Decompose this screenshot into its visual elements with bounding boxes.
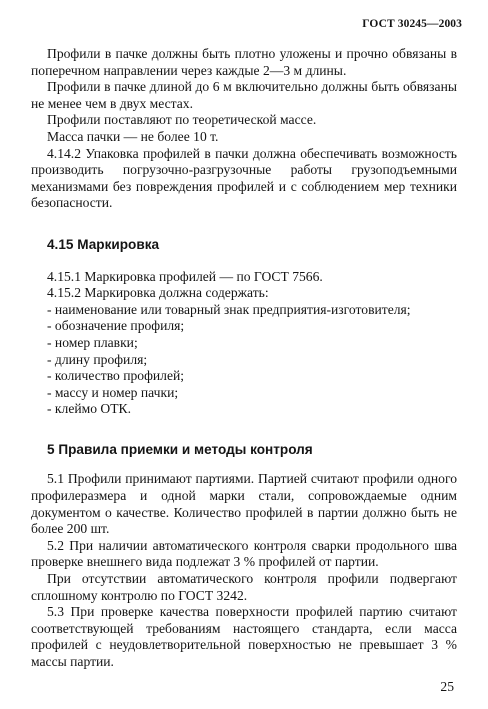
marking-contents-list: [31, 302, 457, 418]
list-item: - клеймо ОТК.: [47, 401, 132, 417]
paragraph-theoretical-mass: Профили поставляют по теоретической массе.: [47, 112, 317, 128]
paragraph-4-15-2: 4.15.2 Маркировка должна содержать:: [47, 285, 269, 301]
document-body: [31, 46, 457, 671]
paragraph-bundle-tying: Профили в пачке должны быть плотно уложены и прочно обвязаны в поперечном направлении через каждые 2—3 м длины.: [31, 46, 457, 78]
paragraph-bundle-mass: Масса пачки — не более 10 т.: [47, 128, 219, 144]
list-item: - наименование или товарный знак предприятия-изготовителя;: [47, 301, 411, 317]
section-heading-4-15: 4.15 Маркировка: [47, 236, 160, 252]
paragraph-5-2-cont: При отсутствии автоматического контроля профили подвергают сплошному контролю по ГОСТ 3242.: [31, 571, 457, 603]
paragraph-bundle-short: Профили в пачке длиной до 6 м включительно должны быть обвязаны не менее чем в двух местах.: [31, 79, 457, 111]
paragraph-5-3: 5.3 При проверке качества поверхности профилей партию считают соответствующей требованиям настоящего стандарта, если масса профилей с неудовлетворительной поверхностью не превышает 3 % массы партии.: [31, 604, 457, 669]
list-item: - длину профиля;: [47, 351, 148, 367]
section-heading-5: 5 Правила приемки и методы контроля: [47, 441, 313, 457]
paragraph-4-15-1: 4.15.1 Маркировка профилей — по ГОСТ 7566.: [47, 268, 323, 284]
list-item: - обозначение профиля;: [47, 318, 185, 334]
list-item: - номер плавки;: [47, 334, 138, 350]
list-item: - массу и номер пачки;: [47, 384, 179, 400]
standard-code-header: ГОСТ 30245—2003: [362, 18, 462, 30]
paragraph-5-2: 5.2 При наличии автоматического контроля сварки продольного шва проверке внешнего вида подлежат 3 % профилей от партии.: [31, 537, 457, 570]
list-item: - количество профилей;: [47, 368, 185, 384]
paragraph-5-1: 5.1 Профили принимают партиями. Партией считают профили одного профилеразмера и одной марки стали, сопровождаемые одним документом о качестве. Количество профилей в партии должно быть не более 200 шт.: [31, 471, 457, 537]
page-number: 25: [440, 679, 454, 694]
paragraph-4-14-2: 4.14.2 Упаковка профилей в пачки должна обеспечивать возможность производить погрузочно-разгрузочные работы грузоподъемными механизмами без повреждения профилей и с соблюдением мер техники безопасности.: [31, 145, 457, 211]
